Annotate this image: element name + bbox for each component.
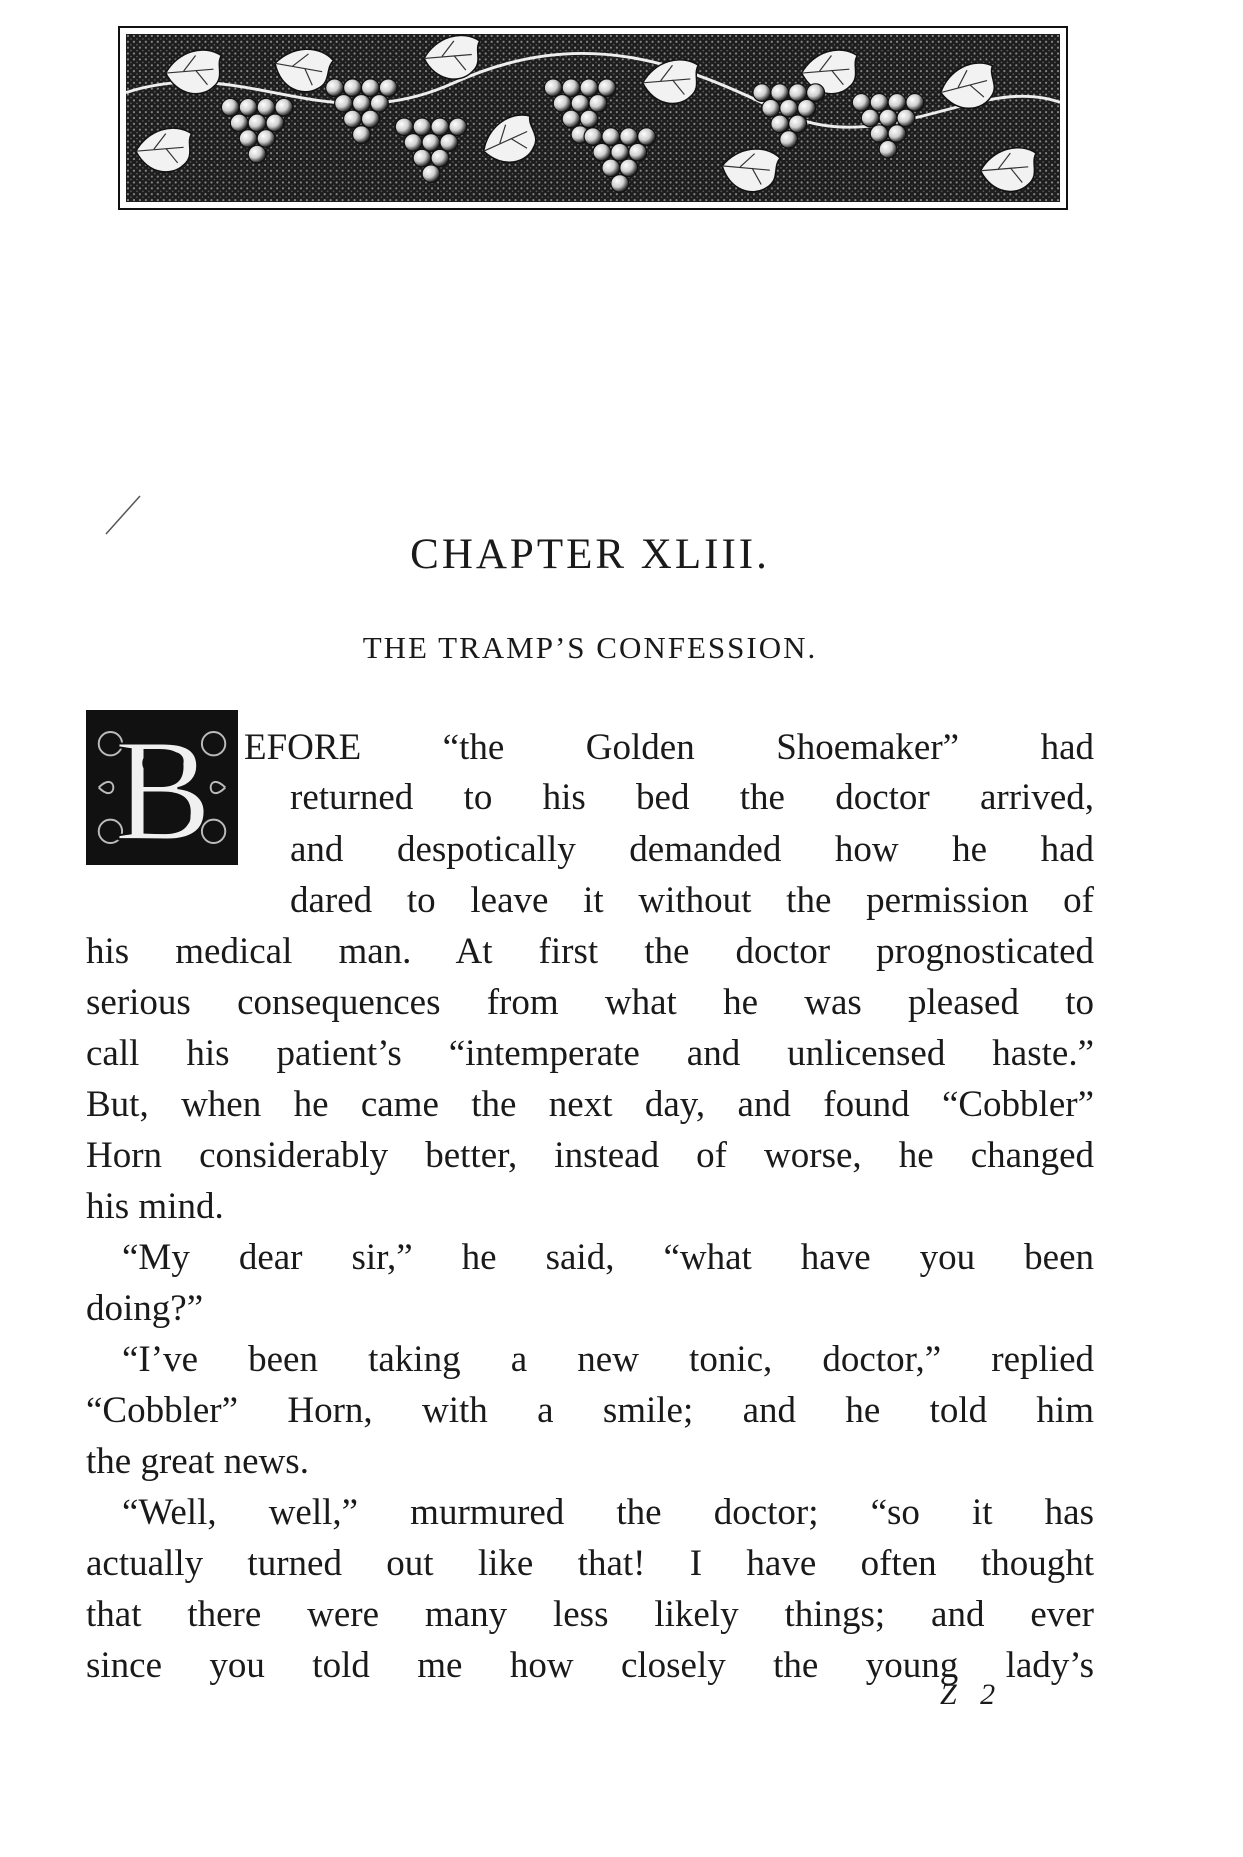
chapter-subtitle: THE TRAMP’S CONFESSION. [362,630,818,665]
drop-cap [86,710,238,865]
grape-vine-ornament [126,34,1060,202]
text-line: that there were many less likely things; and ever [86,1594,1094,1635]
text-line: actually turned out like that! I have often thought [86,1543,1094,1584]
text-line: dared to leave it without the permission of [290,880,1094,921]
text-line: call his patient’s “intemperate and unlicensed haste.” [86,1033,1094,1074]
text-line: serious consequences from what he was pleased to [86,982,1094,1023]
text-line: “My dear sir,” he said, “what have you been [122,1237,1094,1278]
text-line: Horn considerably better, instead of worse, he changed [86,1135,1094,1176]
decorative-headband [118,26,1068,210]
text-line: “Well, well,” murmured the doctor; “so it has [122,1492,1094,1533]
text-line: EFORE “the Golden Shoemaker” had [244,727,1094,768]
text-line: doing?” [86,1288,204,1329]
text-line: since you told me how closely the young lady’s [86,1645,1094,1686]
text-line: his medical man. At first the doctor prognosticated [86,931,1094,972]
text-line: But, when he came the next day, and found “Cobbler” [86,1084,1094,1125]
text-line: returned to his bed the doctor arrived, [290,777,1094,818]
page-signature: Z 2 [940,1678,1004,1711]
text-line: “Cobbler” Horn, with a smile; and he told him [86,1390,1094,1431]
text-line: “I’ve been taking a new tonic, doctor,” replied [122,1339,1094,1380]
chapter-title: CHAPTER XLIII. [410,531,770,578]
text-line: and despotically demanded how he had [290,829,1094,870]
text-line: his mind. [86,1186,224,1227]
drop-cap-letter: B [114,713,212,862]
text-line: the great news. [86,1441,309,1482]
